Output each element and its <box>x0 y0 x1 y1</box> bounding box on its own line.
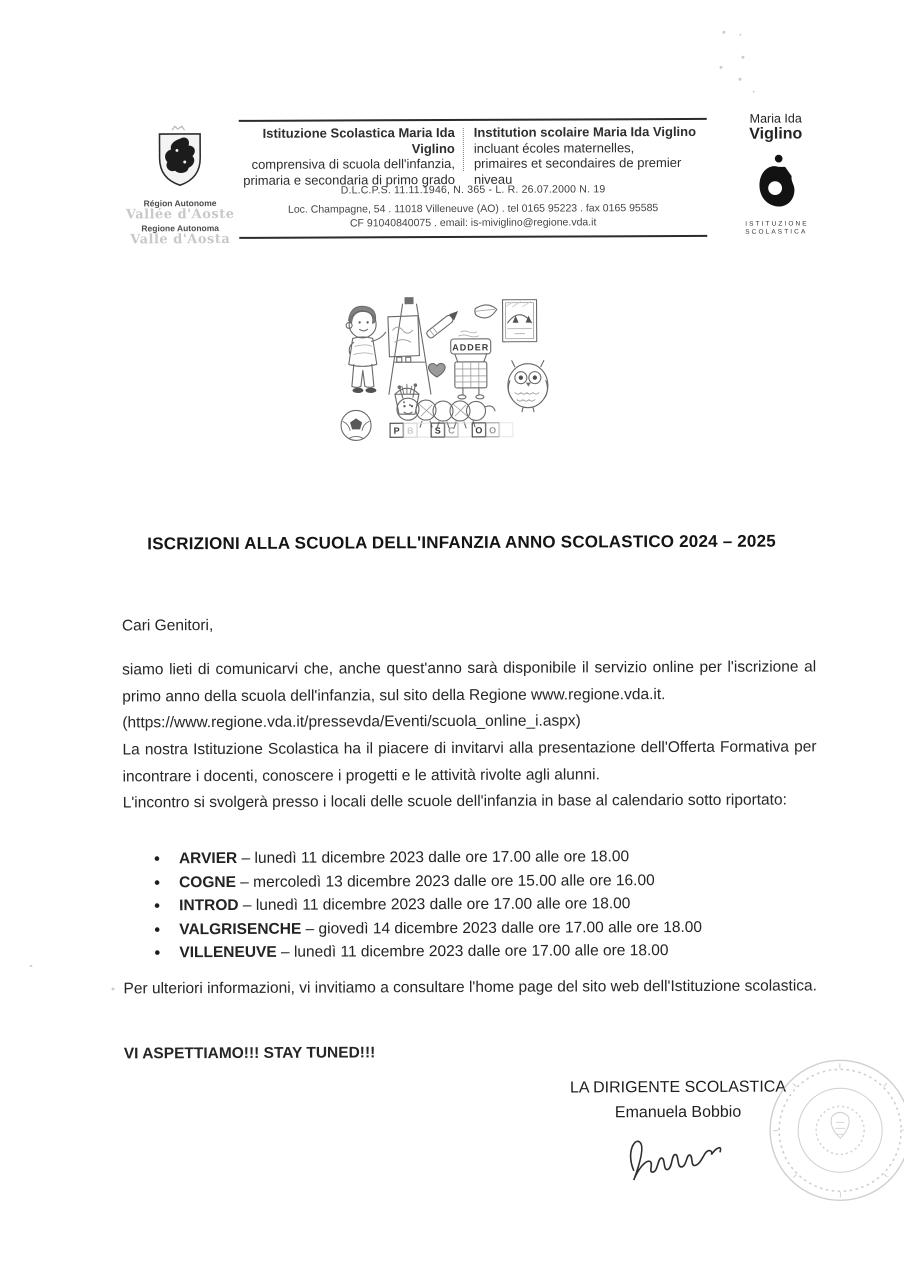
leaf <box>473 300 497 322</box>
school-logo-name-line1: Maria Ida <box>749 111 802 126</box>
adder-label: ADDER <box>452 342 490 353</box>
scan-speck <box>741 56 744 59</box>
scan-speck <box>719 66 722 69</box>
meeting-schedule-list <box>123 844 818 965</box>
region-coat-of-arms <box>124 123 237 246</box>
crayon <box>426 309 462 339</box>
list-item <box>123 892 817 919</box>
block-letter: O <box>475 425 483 436</box>
meeting-detail: – lunedì 11 dicembre 2023 dalle ore 17.00 alle ore 18.00 <box>280 942 669 962</box>
school-logo-name-line2: Viglino <box>749 125 803 143</box>
handwritten-signature <box>620 1125 750 1181</box>
meeting-detail: – giovedì 14 dicembre 2023 dalle ore 17.00 alle ore 18.00 <box>305 918 703 938</box>
closing-line: VI ASPETTIAMO!!! STAY TUNED!!! <box>123 1044 376 1063</box>
school-logo <box>736 112 817 236</box>
list-item <box>123 939 817 966</box>
law-reference-line: D.L.C.P.S. 11.11.1946, N. 365 - L. R. 26.07.2000 N. 19 <box>340 183 606 197</box>
address-line: Loc. Champagne, 54 . 11018 Villeneuve (AO) . tel 0165 95223 . fax 0165 95585 <box>287 202 659 216</box>
block-letter: O <box>489 425 497 436</box>
scan-speck <box>739 34 741 36</box>
block-letter: S <box>434 425 441 436</box>
list-item <box>123 915 817 942</box>
shield-lion-icon <box>151 123 209 191</box>
region-label-fr: Région Autonome <box>143 198 217 209</box>
scan-speck <box>29 965 32 967</box>
meeting-detail: – mercoledì 13 dicembre 2023 dalle ore 15.00 alle ore 16.00 <box>240 871 655 891</box>
letterhead-bottom-rule <box>239 235 707 239</box>
salutation: Cari Genitori, <box>121 617 214 635</box>
place-name: VILLENEUVE <box>179 944 277 962</box>
letterhead <box>0 0 901 248</box>
block-letter: P <box>393 425 400 436</box>
round-stamp <box>752 1054 904 1215</box>
school-logo-caption-line1: ISTITUZIONE <box>745 220 809 228</box>
letterhead-divider <box>463 128 464 171</box>
framed-picture <box>503 300 537 342</box>
region-name-fr: Vallée d'Aoste <box>125 206 235 223</box>
children-clipart-illustration <box>326 281 567 447</box>
paragraph-calendar-intro: L'incontro si svolgerà presso i locali delle scuole dell'infanzia in base al calendario sotto riportato: <box>122 791 787 812</box>
institution-name-french: Institution scolaire Maria Ida Viglino incluant écoles maternelles, primaires et secondaires de premier niveau <box>473 123 697 187</box>
enrolment-url: (https://www.regione.vda.it/pressevda/Eventi/scuola_online_i.aspx) <box>122 712 581 732</box>
institution-name-italian: Istituzione Scolastica Maria Ida Viglino comprensiva di scuola dell'infanzia, primaria e secondaria di primo grado <box>243 124 456 188</box>
contact-line: CF 91040840075 . email: is-miviglino@regione.vda.it <box>349 216 597 230</box>
boy-head <box>349 311 376 338</box>
region-name-it: Valle d'Aosta <box>130 231 231 248</box>
list-item <box>123 844 817 871</box>
letter-title: ISCRIZIONI ALLA SCUOLA DELL'INFANZIA ANNO SCOLASTICO 2024 – 2025 <box>147 531 776 554</box>
paragraph-online-enrolment: siamo lieti di comunicarvi che, anche quest'anno sarà disponibile il servizio online per l'iscrizione al primo anno della scuola dell'infanzia, sul sito della Regione www.regione.vda.it. <box>122 658 817 705</box>
place-name: INTROD <box>179 897 239 915</box>
droplet-i-icon <box>753 152 799 212</box>
place-name: VALGRISENCHE <box>179 920 302 938</box>
paragraph-invitation: La nostra Istituzione Scolastica ha il piacere di invitarvi alla presentazione dell'Offerta Formativa per incontrare i docenti, conoscere i progetti e le attività rivolte agli alunni. <box>122 738 817 785</box>
letterhead-top-rule <box>239 118 707 122</box>
letter-blocks <box>390 423 513 438</box>
easel <box>389 304 431 394</box>
signer-name: Emanuela Bobbio <box>614 1103 742 1122</box>
scan-speck <box>722 31 725 34</box>
meeting-detail: – lunedì 11 dicembre 2023 dalle ore 17.00 alle ore 18.00 <box>241 848 630 867</box>
scan-speck <box>753 91 755 93</box>
school-logo-caption-line2: SCOLASTICA <box>745 228 808 236</box>
list-item <box>123 868 817 895</box>
region-label-it: Regione Autonoma <box>141 223 220 234</box>
signer-role: LA DIRIGENTE SCOLASTICA <box>569 1078 787 1097</box>
place-name: ARVIER <box>178 849 238 868</box>
paragraph-more-info: Per ulteriori informazioni, vi invitiamo a consultare l'home page del sito web dell'Istituzione scolastica. <box>123 977 817 998</box>
heart <box>428 363 445 377</box>
meeting-detail: – lunedì 11 dicembre 2023 dalle ore 17.00 alle ore 18.00 <box>242 895 631 915</box>
scan-speck <box>739 78 742 81</box>
place-name: COGNE <box>179 873 236 891</box>
block-letter: C <box>448 425 455 436</box>
block-letter: B <box>407 425 414 436</box>
scan-speck <box>112 987 115 990</box>
